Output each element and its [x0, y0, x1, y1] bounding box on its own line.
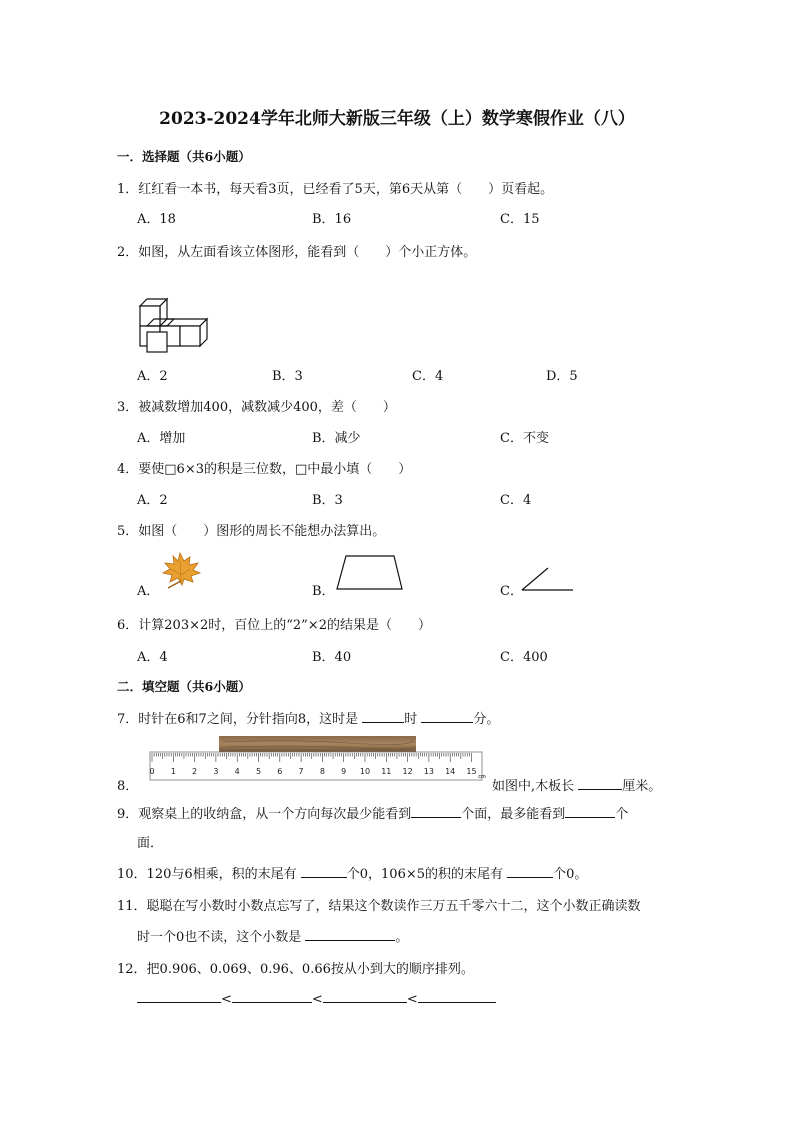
q3-option-a[interactable]: A．增加 — [137, 431, 186, 446]
q12-lt-3: < — [406, 992, 418, 1007]
q12-blank-3[interactable] — [323, 988, 407, 1003]
q10-text-2: 个0，106×5的积的末尾有 — [346, 867, 508, 882]
q12-ordering — [137, 988, 496, 1007]
q12-blank-4[interactable] — [418, 988, 496, 1003]
q8-text-2: 厘米。 — [622, 779, 662, 794]
q10-text-3: 个0。 — [553, 867, 588, 882]
q5-option-a[interactable]: A． — [137, 584, 160, 599]
q3-option-c[interactable]: C．不变 — [500, 431, 549, 446]
q2-option-c[interactable]: C．4 — [412, 369, 444, 384]
question-4: 4．要使□6×3的积是三位数，□中最小填（ ） — [117, 462, 412, 477]
ruler-label: 4 — [234, 767, 240, 776]
question-6: 6．计算203×2时，百位上的“2”×2的结果是（ ） — [117, 618, 431, 633]
q4-option-b[interactable]: B．3 — [312, 493, 343, 508]
q3-option-b[interactable]: B．减少 — [312, 431, 361, 446]
q8-text-1: 如图中,木板长 — [492, 779, 579, 794]
trapezoid-shape — [334, 554, 406, 592]
section-choice-heading: 一．选择题（共6小题） — [117, 149, 251, 164]
ruler-label: 7 — [298, 767, 304, 776]
question-9 — [117, 803, 628, 822]
q9-text-4: 面． — [137, 836, 164, 851]
ruler-label: 13 — [423, 767, 434, 776]
question-12: 12．把0.906、0.069、0.96、0.66按从小到大的顺序排列。 — [117, 962, 474, 977]
q11-blank[interactable] — [305, 926, 395, 941]
question-8 — [492, 775, 661, 794]
q6-option-c[interactable]: C．400 — [500, 650, 548, 665]
q9-text-2: 个面，最多能看到 — [461, 807, 566, 822]
ruler-label: 10 — [359, 767, 371, 776]
page-title: 2023-2024学年北师大新版三年级（上）数学寒假作业（八） — [159, 109, 635, 129]
ruler-label: 8 — [319, 767, 325, 776]
cube-stack-figure — [135, 296, 215, 356]
q1-option-a[interactable]: A．18 — [137, 212, 176, 227]
q7-text-1: 7．时针在6和7之间，分针指向8，这时是 — [117, 712, 363, 727]
q8-number: 8． — [117, 779, 139, 794]
q9-blank-min[interactable] — [411, 803, 461, 818]
q5-option-c[interactable]: C． — [500, 584, 523, 599]
q12-lt-1: < — [221, 992, 232, 1007]
q7-blank-minute[interactable] — [421, 708, 473, 723]
q12-blank-1[interactable] — [137, 988, 221, 1003]
maple-leaf-icon — [160, 551, 202, 589]
ruler-label: 2 — [192, 767, 198, 776]
q6-option-b[interactable]: B．40 — [312, 650, 352, 665]
ruler-label: 9 — [341, 767, 347, 776]
wood-board — [219, 736, 416, 752]
q1-option-c[interactable]: C．15 — [500, 212, 540, 227]
q2-option-b[interactable]: B．3 — [272, 369, 303, 384]
ruler-label: 1 — [170, 767, 176, 776]
question-10 — [117, 863, 587, 882]
q9-text-1: 9．观察桌上的收纳盒，从一个方向每次最少能看到 — [117, 807, 412, 822]
ruler-label: 6 — [277, 767, 283, 776]
question-11: 11．聪聪在写小数时小数点忘写了，结果这个数读作三万五千零六十二，这个小数正确读数 — [117, 899, 641, 914]
ruler-unit-label: cm — [478, 774, 486, 780]
q7-blank-hour[interactable] — [362, 708, 404, 723]
angle-shape — [520, 565, 576, 593]
q10-blank-2[interactable] — [507, 863, 553, 878]
q2-option-d[interactable]: D．5 — [546, 369, 578, 384]
ruler-label: 14 — [445, 767, 456, 776]
q1-option-b[interactable]: B．16 — [312, 212, 352, 227]
question-3: 3．被减数增加400，减数减少400，差（ ） — [117, 400, 396, 415]
question-5: 5．如图（ ）图形的周长不能想办法算出。 — [117, 524, 386, 539]
question-11-line-2 — [137, 926, 408, 945]
q7-text-2: 时 — [404, 712, 422, 727]
q6-option-a[interactable]: A．4 — [137, 650, 168, 665]
q10-text-1: 10．120与6相乘，积的末尾有 — [117, 867, 301, 882]
q8-blank-length[interactable] — [578, 775, 622, 790]
q4-option-a[interactable]: A．2 — [137, 493, 168, 508]
q9-text-3: 个 — [615, 807, 629, 822]
q12-blank-2[interactable] — [232, 988, 312, 1003]
q5-option-b[interactable]: B． — [312, 584, 335, 599]
q11-text-3: 。 — [395, 930, 409, 945]
section-fill-heading: 二．填空题（共6小题） — [117, 679, 251, 694]
ruler-label: 5 — [255, 767, 262, 776]
q10-blank-1[interactable] — [301, 863, 347, 878]
ruler-label: 12 — [402, 767, 413, 776]
ruler-label: 11 — [381, 767, 392, 776]
ruler-label: 0 — [149, 767, 155, 776]
q11-text-2: 时一个0也不读，这个小数是 — [137, 930, 306, 945]
q4-option-c[interactable]: C．4 — [500, 493, 532, 508]
q7-text-3: 分。 — [473, 712, 500, 727]
ruler-figure — [148, 734, 488, 782]
ruler-label: 15 — [466, 767, 477, 776]
q2-option-a[interactable]: A．2 — [137, 369, 168, 384]
ruler-label: 3 — [213, 767, 219, 776]
q9-blank-max[interactable] — [565, 803, 615, 818]
question-2: 2．如图，从左面看该立体图形，能看到（ ）个小正方体。 — [117, 245, 477, 260]
q12-lt-2: < — [311, 992, 323, 1007]
question-1: 1．红红看一本书，每天看3页，已经看了5天，第6天从第（ ）页看起。 — [117, 182, 554, 197]
question-7 — [117, 708, 499, 727]
